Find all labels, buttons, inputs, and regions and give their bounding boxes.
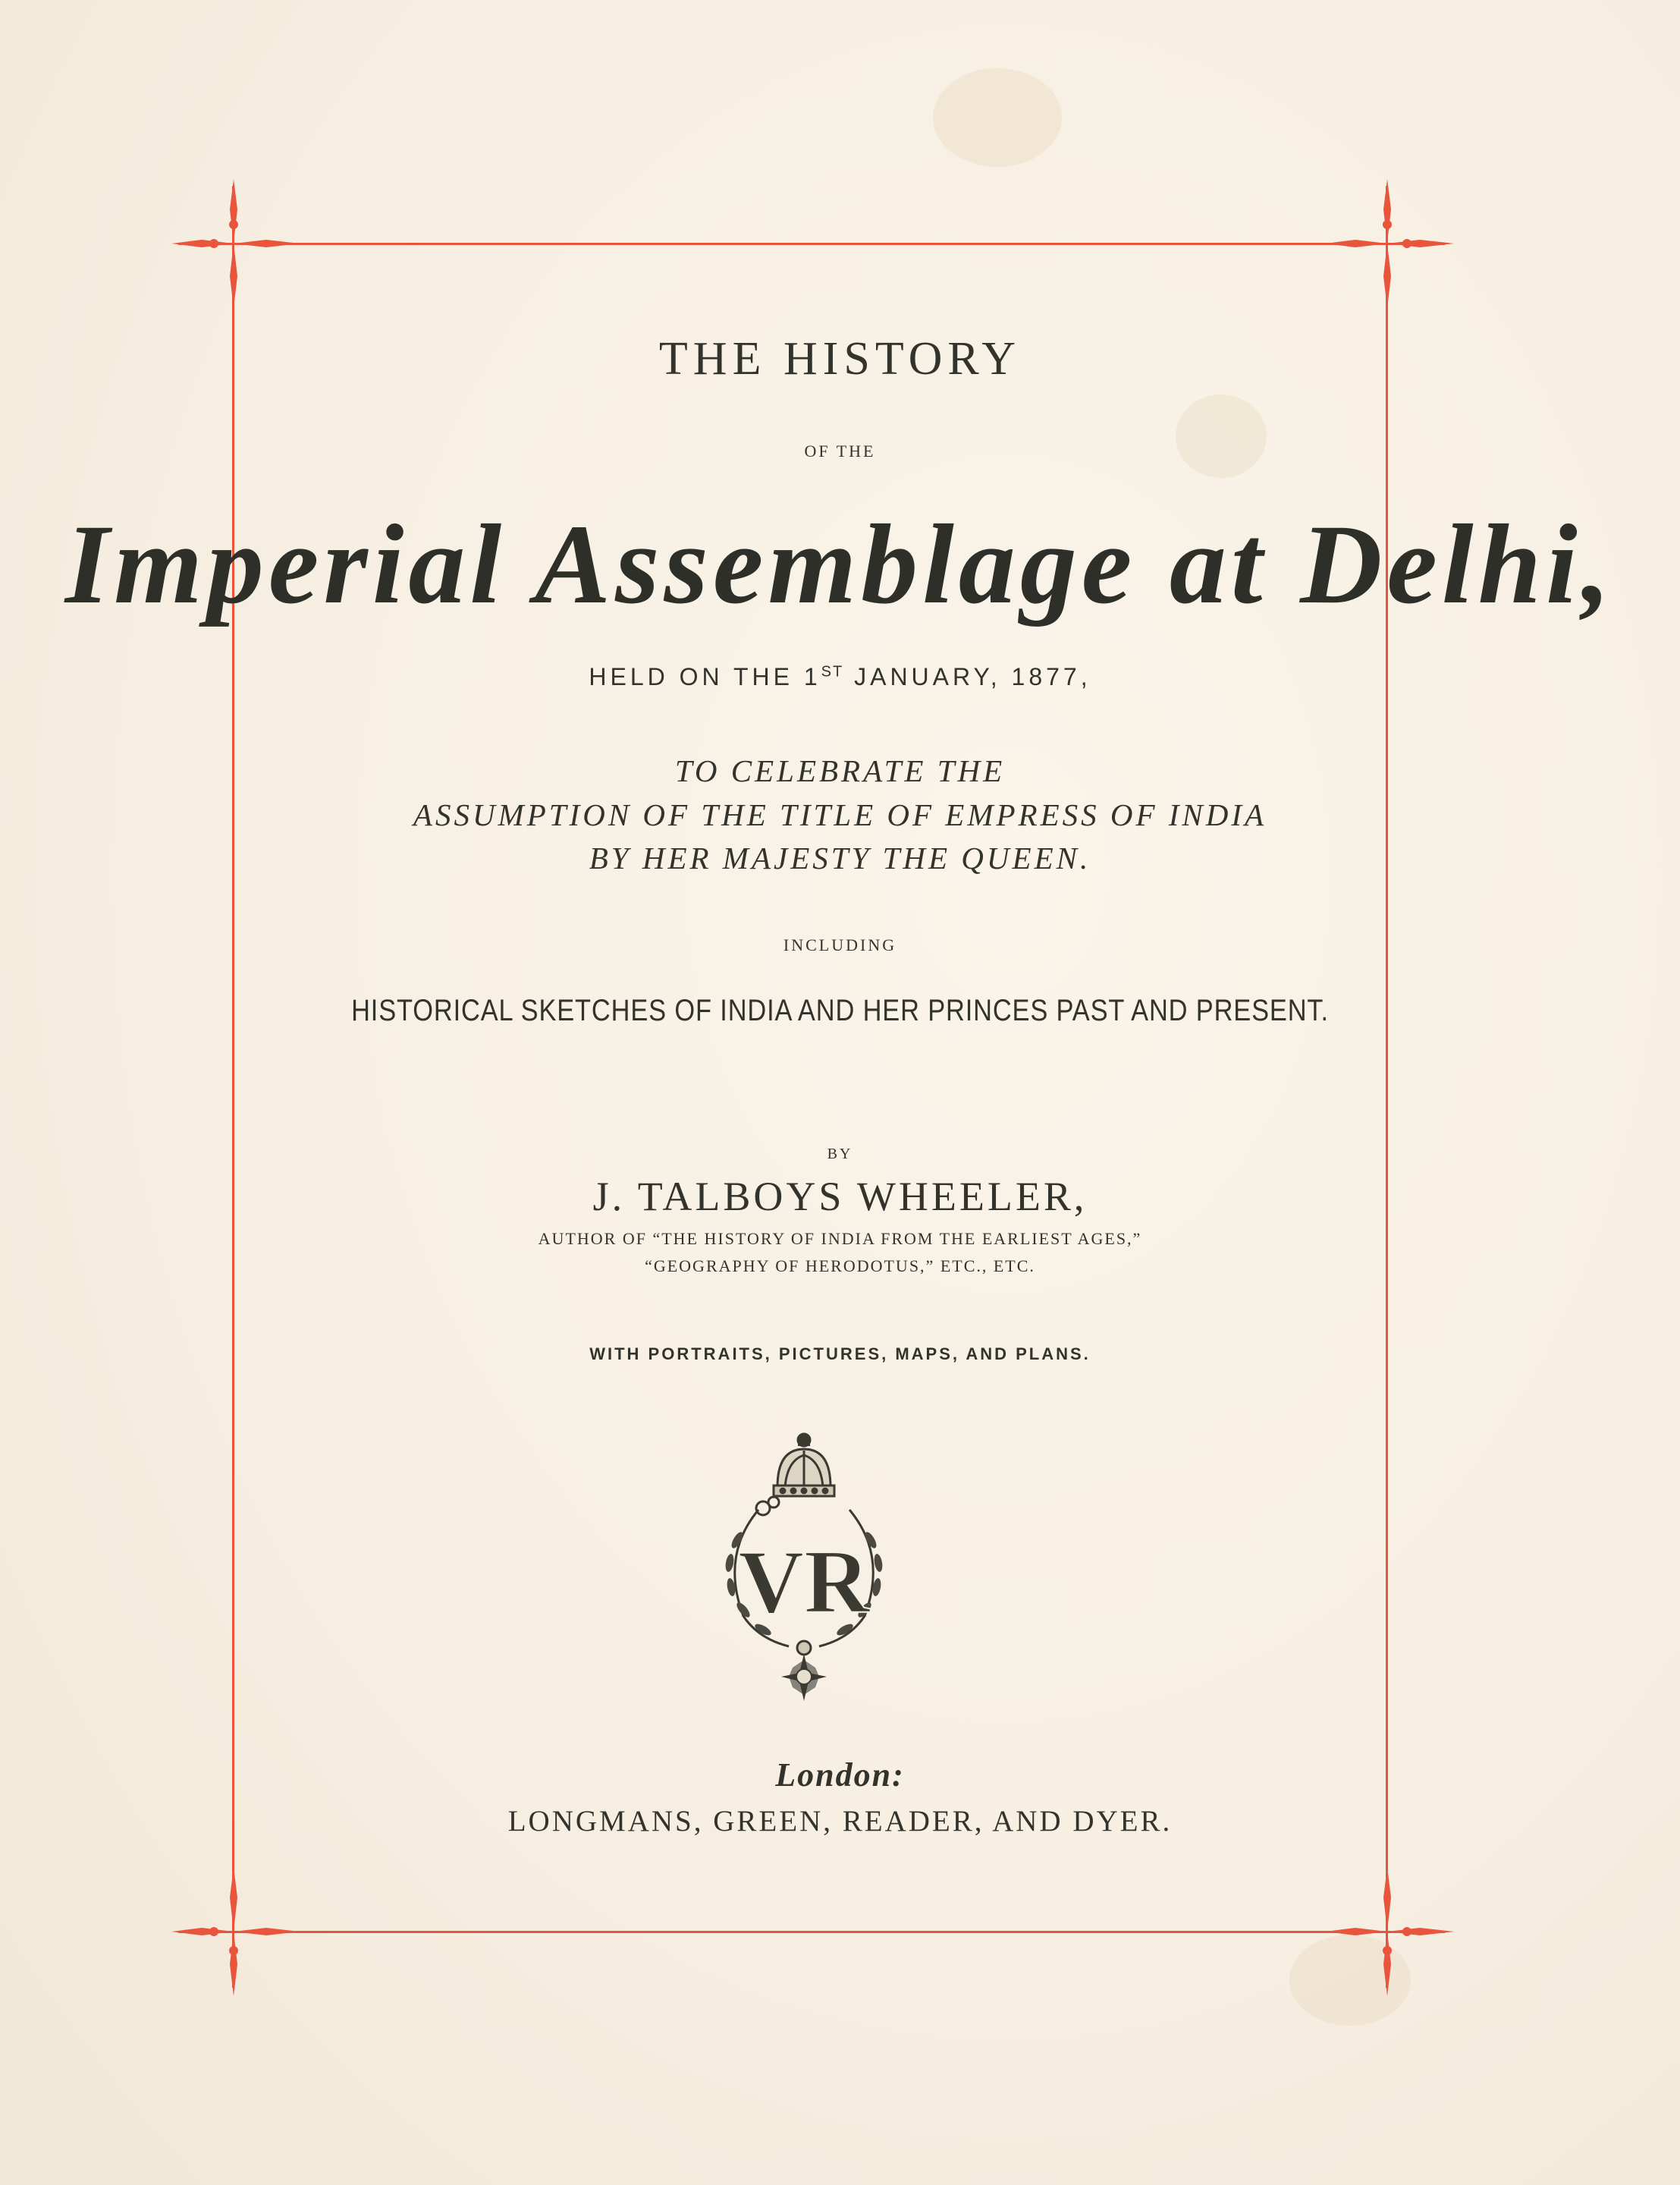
royal-cypher-emblem: [713, 1426, 895, 1715]
foxing-spot: [1176, 395, 1267, 478]
corner-ornament-top-right: [1325, 179, 1454, 308]
star-badge-icon: [781, 1654, 827, 1701]
svg-text:VR: VR: [738, 1531, 870, 1632]
held-on-post: JANUARY, 1877,: [843, 663, 1091, 690]
publication-place: London:: [775, 1756, 905, 1794]
main-title: Imperial Assemblage at Delhi,: [64, 501, 1616, 627]
author-credits-line-2: “GEOGRAPHY OF HERODOTUS,” ETC., ETC.: [645, 1256, 1035, 1275]
monogram-vr: [738, 1531, 871, 1632]
purpose-line-3: BY HER MAJESTY THE QUEEN.: [589, 841, 1091, 876]
subtitle: HISTORICAL SKETCHES OF INDIA AND HER PRINCES PAST AND PRESENT.: [351, 994, 1329, 1027]
held-on-date: [0, 663, 1680, 691]
purpose-line-1: TO CELEBRATE THE: [674, 753, 1006, 788]
held-on-pre: HELD ON THE 1: [589, 663, 821, 690]
corner-ornament-bottom-right: [1325, 1867, 1454, 1996]
corner-ornament-bottom-left: [171, 1867, 300, 1996]
frame-bottom-rule: [178, 1931, 1445, 1933]
held-on-superscript: ST: [821, 663, 844, 681]
by-label: BY: [827, 1146, 853, 1162]
author-credits-line-1: AUTHOR OF “THE HISTORY OF INDIA FROM THE EARLIEST AGES,”: [538, 1229, 1142, 1248]
purpose-line-2: ASSUMPTION OF THE TITLE OF EMPRESS OF INDIA: [413, 797, 1267, 832]
author-name: J. TALBOYS WHEELER,: [592, 1174, 1088, 1219]
heading: THE HISTORY: [658, 333, 1022, 385]
illustrations-note: WITH PORTRAITS, PICTURES, MAPS, AND PLANS.: [589, 1344, 1091, 1363]
including-label: INCLUDING: [783, 935, 897, 954]
of-the-label: OF THE: [804, 442, 876, 461]
foxing-spot: [933, 68, 1062, 167]
corner-ornament-top-left: [171, 179, 300, 308]
crown-icon: [774, 1434, 834, 1496]
frame-top-rule: [178, 243, 1445, 245]
publisher-name: LONGMANS, GREEN, READER, AND DYER.: [507, 1805, 1173, 1838]
